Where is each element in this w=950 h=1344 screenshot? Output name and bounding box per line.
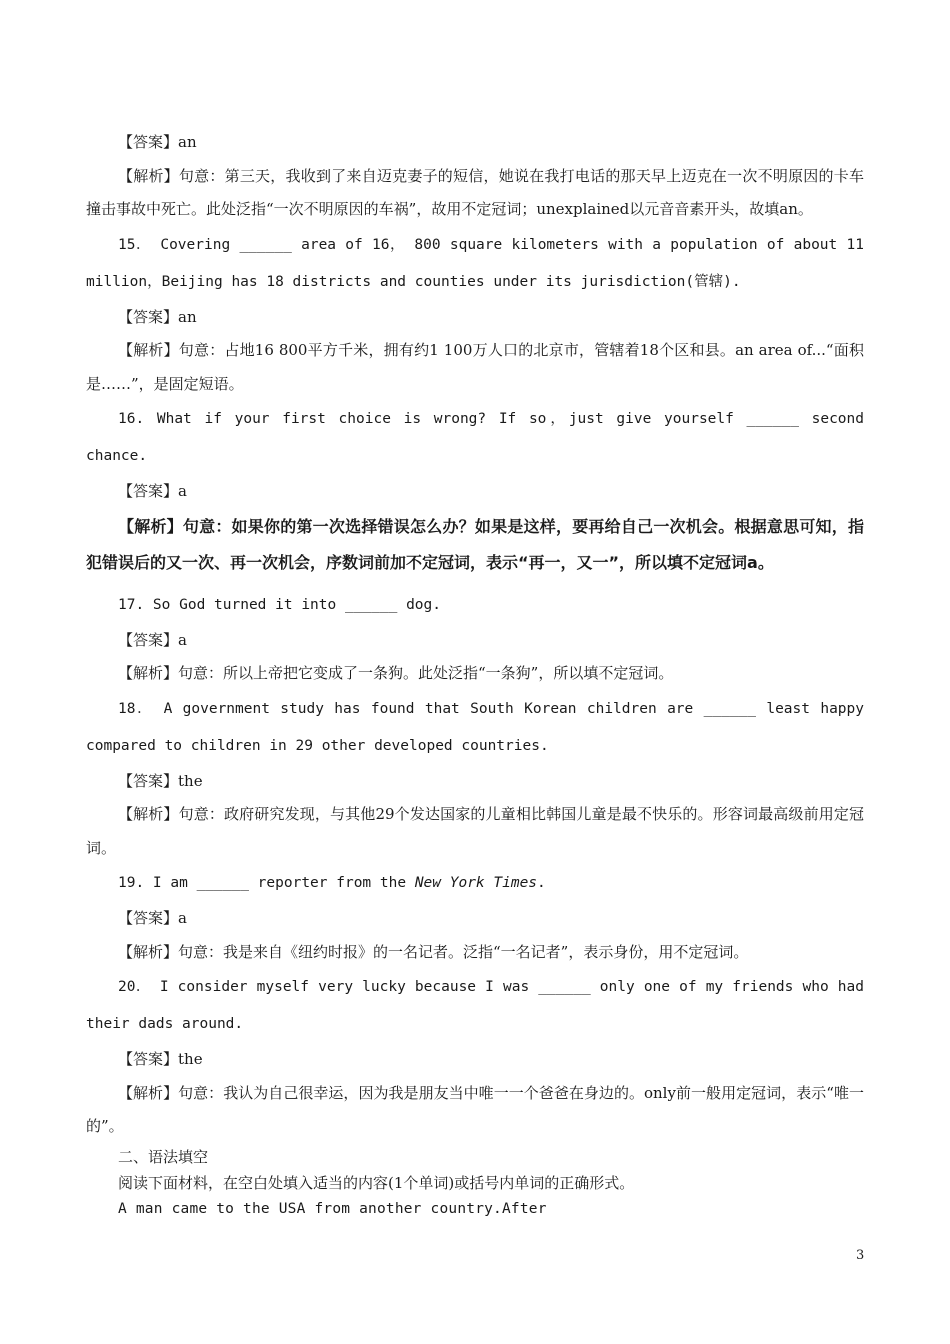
section-instruction: 阅读下面材料，在空白处填入适当的内容(1个单词)或括号内单词的正确形式。 [118, 1173, 635, 1192]
explanation-20: 【解析】句意：我认为自己很幸运，因为我是朋友当中唯一一个爸爸在身边的。only前一般用定冠词，表示“唯一的”。 [86, 1083, 864, 1135]
section-heading: 二、语法填空 [118, 1147, 209, 1166]
answer-19: 【答案】a [118, 909, 187, 927]
explanation-19: 【解析】句意：我是来自《纽约时报》的一名记者。泛指“一名记者”，表示身份，用不定冠词。 [118, 942, 749, 961]
explanation-14: 【解析】句意：第三天，我收到了来自迈克妻子的短信，她说在我打电话的那天早上迈克在一次不明原因的卡车撞击事故中死亡。此处泛指“一次不明原因的车祸”，故用不定冠词；unexplained以元音音素开头，故填an。 [86, 166, 864, 218]
explanation-18: 【解析】句意：政府研究发现，与其他29个发达国家的儿童相比韩国儿童是最不快乐的。形容词最高级前用定冠词。 [86, 805, 864, 857]
answer-17: 【答案】a [118, 630, 187, 649]
answer-15: 【答案】an [118, 307, 197, 326]
answer-20: 【答案】the [118, 1050, 203, 1068]
explanation-16: 【解析】句意：如果你的第一次选择错误怎么办？如果是这样，要再给自己一次机会。根据意思可知，指犯错误后的又一次、再一次机会，序数词前加不定冠词，表示“再一，又一”，所以填不定冠词a。 [86, 516, 864, 572]
passage-start: A man came to the USA from another country.After [118, 1200, 547, 1217]
question-16: 16. What if your first choice is wrong? If so，just give yourself ______ second chance. [86, 411, 864, 464]
question-19-end: . [537, 875, 546, 891]
question-17: 17. So God turned it into ______ dog. [118, 596, 442, 613]
page-number: 3 [856, 1248, 865, 1263]
answer-14: 【答案】an [118, 133, 197, 151]
question-20: 20． I consider myself very lucky because I was ______ only one of my friends who had their dads around. [86, 979, 864, 1032]
newspaper-title: New York Times [414, 875, 538, 891]
question-19-text: 19. I am ______ reporter from the [118, 875, 415, 891]
explanation-17: 【解析】句意：所以上帝把它变成了一条狗。此处泛指“一条狗”，所以填不定冠词。 [118, 664, 674, 682]
question-18: 18． A government study has found that South Korean children are ______ least happy compared to children in 29 other developed countries. [86, 700, 864, 754]
answer-16: 【答案】a [118, 482, 187, 500]
page-content [86, 126, 864, 1222]
answer-18: 【答案】the [118, 771, 203, 790]
question-15: 15． Covering ______ area of 16， 800 square kilometers with a population of about 11 million，Beijing has 18 districts and counties under its jurisdiction(管辖). [86, 236, 864, 290]
question-19 [86, 865, 864, 902]
explanation-15: 【解析】句意：占地16 800平方千米，拥有约1 100万人口的北京市，管辖着18个区和县。an area of...“面积是……”，是固定短语。 [86, 341, 864, 393]
